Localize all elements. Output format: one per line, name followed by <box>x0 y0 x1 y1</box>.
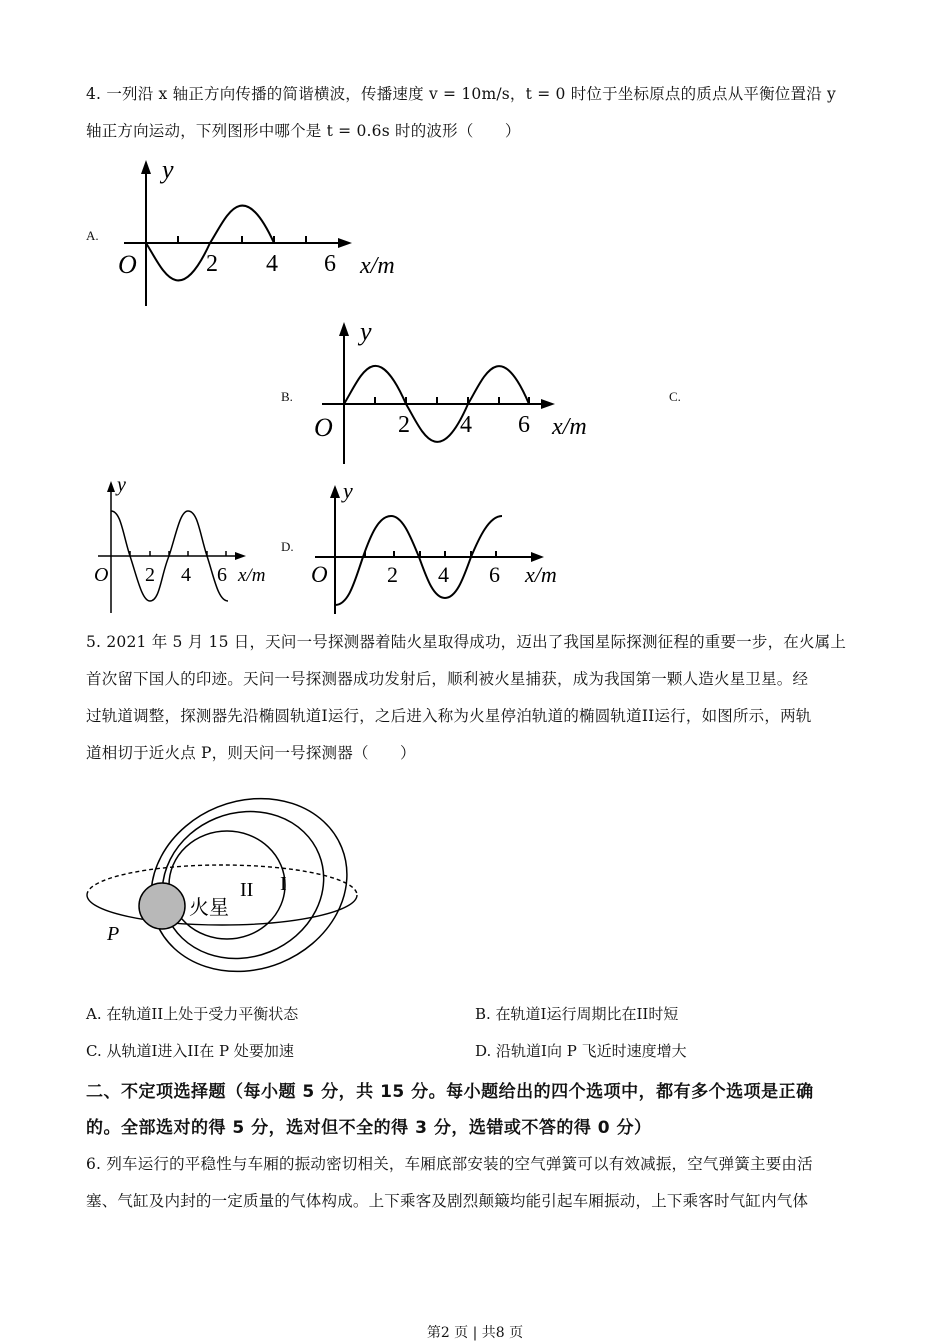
q6-line1: 6. 列车运行的平稳性与车厢的振动密切相关，车厢底部安装的空气弹簧可以有效减振，空气弹簧主要由活 <box>86 1155 813 1173</box>
point-p-label: P <box>107 923 120 945</box>
q6-line2: 塞、气缸及内封的一定质量的气体构成。上下乘客及剧烈颠簸均能引起车厢振动，上下乘客时气缸内气体 <box>86 1192 809 1210</box>
option-a-label: A. <box>86 228 99 243</box>
graph-d-tick-4: 4 <box>438 562 449 587</box>
graph-b-tick-4: 4 <box>460 412 472 438</box>
graph-b-y-label: y <box>360 317 372 346</box>
graph-a-tick-2: 2 <box>206 251 218 277</box>
graph-c-tick-6: 6 <box>217 564 227 586</box>
graph-a-tick-4: 4 <box>266 251 278 277</box>
graph-a <box>110 155 410 308</box>
q5-option-d: D. 沿轨道I向 P 飞近时速度增大 <box>475 1042 687 1060</box>
q5-line1: 5. 2021 年 5 月 15 日，天问一号探测器着陆火星取得成功，迈出了我国星际探测征程的重要一步，在火属上 <box>86 633 847 651</box>
graph-d <box>305 480 575 615</box>
option-b-label: B. <box>281 389 293 404</box>
q5-line2: 首次留下国人的印迹。天问一号探测器成功发射后，顺利被火星捕获，成为我国第一颗人造火星卫星。经 <box>86 670 809 688</box>
section2-line1: 二、不定项选择题（每小题 5 分，共 15 分。每小题给出的四个选项中，都有多个选项是正确 <box>86 1082 814 1102</box>
mars-label: 火星 <box>189 895 229 919</box>
orbit-1-label: I <box>280 873 287 895</box>
graph-d-x-label: x/m <box>525 562 557 587</box>
orbit-2-label: II <box>240 879 254 901</box>
graph-a-tick-6: 6 <box>324 251 336 277</box>
option-d-label: D. <box>281 539 294 554</box>
graph-c-y-label: y <box>117 474 126 496</box>
q5-option-a: A. 在轨道II上处于受力平衡状态 <box>86 1005 299 1023</box>
graph-d-tick-6: 6 <box>489 562 500 587</box>
q4-line1: 4. 一列沿 x 轴正方向传播的简谐横波，传播速度 v = 10m/s，t = 0 时位于坐标原点的质点从平衡位置沿 y <box>86 85 836 103</box>
page-footer: 第2 页 | 共8 页 <box>426 1325 524 1341</box>
q5-line4: 道相切于近火点 P，则天问一号探测器（ ） <box>86 744 416 762</box>
graph-c-tick-4: 4 <box>181 564 191 586</box>
option-c-label: C. <box>669 389 681 404</box>
graph-a-origin: O <box>118 250 137 279</box>
graph-a-x-label: x/m <box>360 253 395 279</box>
graph-b-origin: O <box>314 413 333 442</box>
graph-b-x-label: x/m <box>552 414 587 440</box>
graph-b <box>310 318 610 468</box>
graph-b-tick-6: 6 <box>518 412 530 438</box>
section2-line2: 的。全部选对的得 5 分，选对但不全的得 3 分，选错或不答的得 0 分） <box>86 1118 652 1138</box>
graph-c-tick-2: 2 <box>145 564 155 586</box>
graph-b-tick-2: 2 <box>398 412 410 438</box>
q5-option-b: B. 在轨道I运行周期比在II时短 <box>475 1005 679 1023</box>
q4-line2: 轴正方向运动，下列图形中哪个是 t = 0.6s 时的波形（ ） <box>86 122 521 140</box>
graph-c-origin: O <box>94 564 109 586</box>
orbit-diagram <box>85 782 365 982</box>
graph-d-y-label: y <box>343 478 353 503</box>
graph-c-x-label: x/m <box>238 565 266 586</box>
graph-c <box>90 475 280 615</box>
q5-line3: 过轨道调整，探测器先沿椭圆轨道I运行，之后进入称为火星停泊轨道的椭圆轨道II运行，如图所示，两轨 <box>86 707 812 725</box>
graph-d-tick-2: 2 <box>387 562 398 587</box>
graph-d-origin: O <box>311 562 328 587</box>
graph-a-y-label: y <box>162 155 174 184</box>
q5-option-c: C. 从轨道I进入II在 P 处要加速 <box>86 1042 294 1060</box>
